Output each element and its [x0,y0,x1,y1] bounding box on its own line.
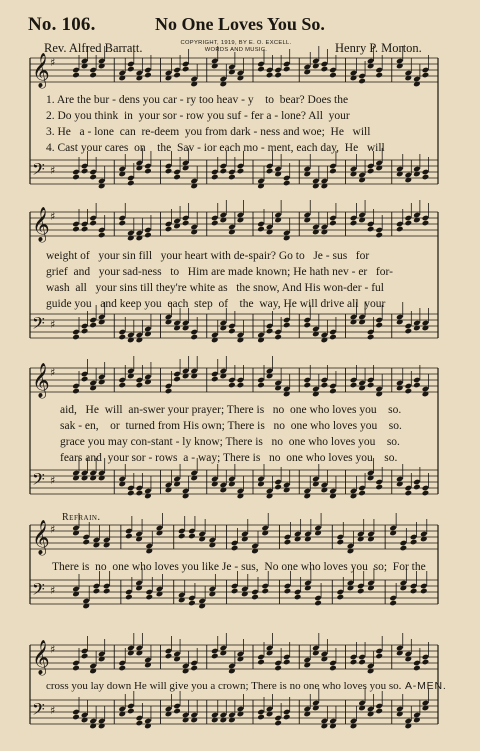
hymn-number: No. 106. [28,14,96,35]
notehead [182,66,190,73]
notehead [367,382,375,389]
notehead [118,220,126,227]
notehead [118,382,126,389]
notehead [358,659,366,666]
notehead [358,490,366,497]
notehead [321,382,329,389]
notehead [93,588,101,595]
notehead [228,382,236,389]
notehead [89,322,97,329]
notehead [145,594,153,601]
sharp-icon: ♯ [50,56,56,69]
treble-clef-icon: 𝄞 [32,520,50,555]
notehead [420,588,428,595]
notehead [283,659,291,666]
notehead [211,174,219,181]
notehead [283,66,291,73]
notehead [336,594,344,601]
notehead [190,334,198,341]
notehead [72,174,80,181]
lyric-line: weight of your sin fill your heart with de-spair? Go to Je - sus for [46,250,370,262]
notehead [314,600,322,607]
notehead [72,388,80,395]
notehead [405,490,413,497]
notehead [136,382,144,389]
treble-clef-icon: 𝄞 [32,53,50,88]
notehead [274,72,282,79]
notehead [329,168,337,175]
notehead [350,220,358,227]
notehead [118,334,126,341]
sharp-icon: ♯ [50,643,56,656]
notehead [274,334,282,341]
notehead [303,382,311,389]
notehead [396,226,404,233]
notehead [405,388,413,395]
notehead [72,226,80,233]
notehead [173,72,181,79]
amen-label: A-MEN. [405,680,447,692]
notehead [188,533,196,540]
notehead [72,714,80,721]
notehead [237,382,245,389]
lyric-line: 3. He a - lone can re-deem you from dark - ness and woe; He will [46,126,371,138]
lyric-line: aid, He will an-swer your prayer; There is no one who loves you so. [60,404,402,416]
notehead [375,484,383,491]
notehead [118,665,126,672]
notehead [72,72,80,79]
sharp-icon: ♯ [50,318,56,331]
notehead [266,328,274,335]
lyric-line: 4. Cast your cares on the Sav - ior each mo - ment, each day, He will [46,142,385,154]
notehead [422,174,430,181]
copyright-line: COPYRIGHT, 1919, BY E. O. EXCELL. [180,40,292,46]
notehead [283,180,291,187]
notehead [89,72,97,79]
lyric-line: There is no one who loves you like Je - sus, No one who loves you so; For the [52,561,426,573]
notehead [375,322,383,329]
sharp-icon: ♯ [50,474,56,487]
notehead [211,653,219,660]
treble-clef-icon: 𝄞 [32,640,50,675]
composer-credit: Henry P. Morton. [335,41,422,55]
notehead [127,708,135,715]
notehead [251,594,259,601]
notehead [72,334,80,341]
notehead [211,220,219,227]
notehead [188,600,196,607]
lyricist-credit: Rev. Alfred Barratt. [44,41,143,55]
notehead [257,382,265,389]
notehead [165,168,173,175]
notehead [329,388,337,395]
notehead [165,388,173,395]
notehead [375,232,383,239]
notehead [257,714,265,721]
notehead [303,322,311,329]
notehead [127,490,135,497]
notehead [375,708,383,715]
copyright-subline: WORDS AND MUSIC. [204,47,268,53]
notehead [375,72,383,79]
notehead [81,226,89,233]
notehead [72,665,80,672]
hymn-title: No One Loves You So. [155,14,325,34]
notehead [283,322,291,329]
notehead [367,226,375,233]
notehead [231,588,239,595]
lyric-line: wash all your sins till they're white as the snow, And His won-der - ful [46,282,384,294]
notehead [211,376,219,383]
notehead [357,588,365,595]
notehead [231,545,239,552]
lyric-line: 2. Do you think in your sor - row you suf - fer a - lone? All your [46,110,350,122]
sharp-icon: ♯ [50,704,56,717]
notehead [144,72,152,79]
lyric-line: fears and your sor - rows a - way; There is no one who loves you so. [60,452,398,464]
notehead [266,168,274,175]
notehead [237,168,245,175]
sharp-icon: ♯ [50,164,56,177]
notehead [413,382,421,389]
notehead [410,588,418,595]
sharp-icon: ♯ [50,584,56,597]
notehead [350,382,358,389]
notehead [81,328,89,335]
notehead [136,490,144,497]
notehead [89,174,97,181]
notehead [367,168,375,175]
lyric-line: grief and your sad-ness to Him are made known; He hath nev - er for- [46,266,393,278]
notehead [220,168,228,175]
lyric-line: guide you and keep you each step of the way, He will drive all your [46,298,386,310]
notehead [400,545,408,552]
notehead [182,220,190,227]
notehead [329,334,337,341]
notehead [82,539,90,546]
notehead [410,539,418,546]
notehead [81,653,89,660]
notehead [144,168,152,175]
notehead [321,66,329,73]
treble-clef-icon: 𝄞 [32,363,50,398]
notehead [257,66,265,73]
notehead [125,594,133,601]
notehead [125,533,133,540]
notehead [165,653,173,660]
notehead [165,226,173,233]
notehead [103,588,111,595]
notehead [367,334,375,341]
notehead [144,232,152,239]
lyric-line: sak - en, or turned from His own; There is no one who loves you so. [60,420,402,432]
notehead [358,78,366,85]
notehead [274,720,282,727]
sharp-icon: ♯ [50,210,56,223]
notehead [283,714,291,721]
lyric-line: grace you may con-stant - ly know; There is no one who loves you so. [60,436,400,448]
notehead [329,220,337,227]
notehead [190,665,198,672]
notehead [389,600,397,607]
lyric-line: cross you lay down He will give you a crown; There is no one who loves you so. [46,680,402,692]
notehead [228,174,236,181]
notehead [81,376,89,383]
notehead [329,72,337,79]
notehead [422,490,430,497]
notehead [261,588,269,595]
refrain-label: Refrain. [62,512,101,523]
notehead [405,328,413,335]
bass-clef-icon: 𝄢 [32,313,45,337]
notehead [294,594,302,601]
notehead [422,72,430,79]
notehead [422,220,430,227]
notehead [127,66,135,73]
notehead [98,232,106,239]
notehead [228,328,236,335]
notehead [136,720,144,727]
notehead [257,226,265,233]
notehead [422,659,430,666]
notehead [284,588,292,595]
notehead [413,665,421,672]
notehead [173,376,181,383]
notehead [375,653,383,660]
notehead [274,484,282,491]
sharp-icon: ♯ [50,523,56,536]
notehead [173,708,181,715]
notehead [81,168,89,175]
notehead [89,220,97,227]
notehead [127,180,135,187]
notehead [173,174,181,181]
bass-clef-icon: 𝄢 [32,699,45,723]
notehead [405,220,413,227]
notehead [350,659,358,666]
notehead [257,659,265,666]
bass-clef-icon: 𝄢 [32,159,45,183]
notehead [336,539,344,546]
bass-clef-icon: 𝄢 [32,469,45,493]
notehead [284,539,292,546]
sharp-icon: ♯ [50,366,56,379]
bass-clef-icon: 𝄢 [32,579,45,603]
notehead [274,665,282,672]
treble-clef-icon: 𝄞 [32,207,50,242]
notehead [178,533,186,540]
notehead [266,72,274,79]
lyric-line: 1. Are the bur - dens you car - ry too heav - y to bear? Does the [46,94,349,106]
notehead [329,665,337,672]
notehead [413,484,421,491]
